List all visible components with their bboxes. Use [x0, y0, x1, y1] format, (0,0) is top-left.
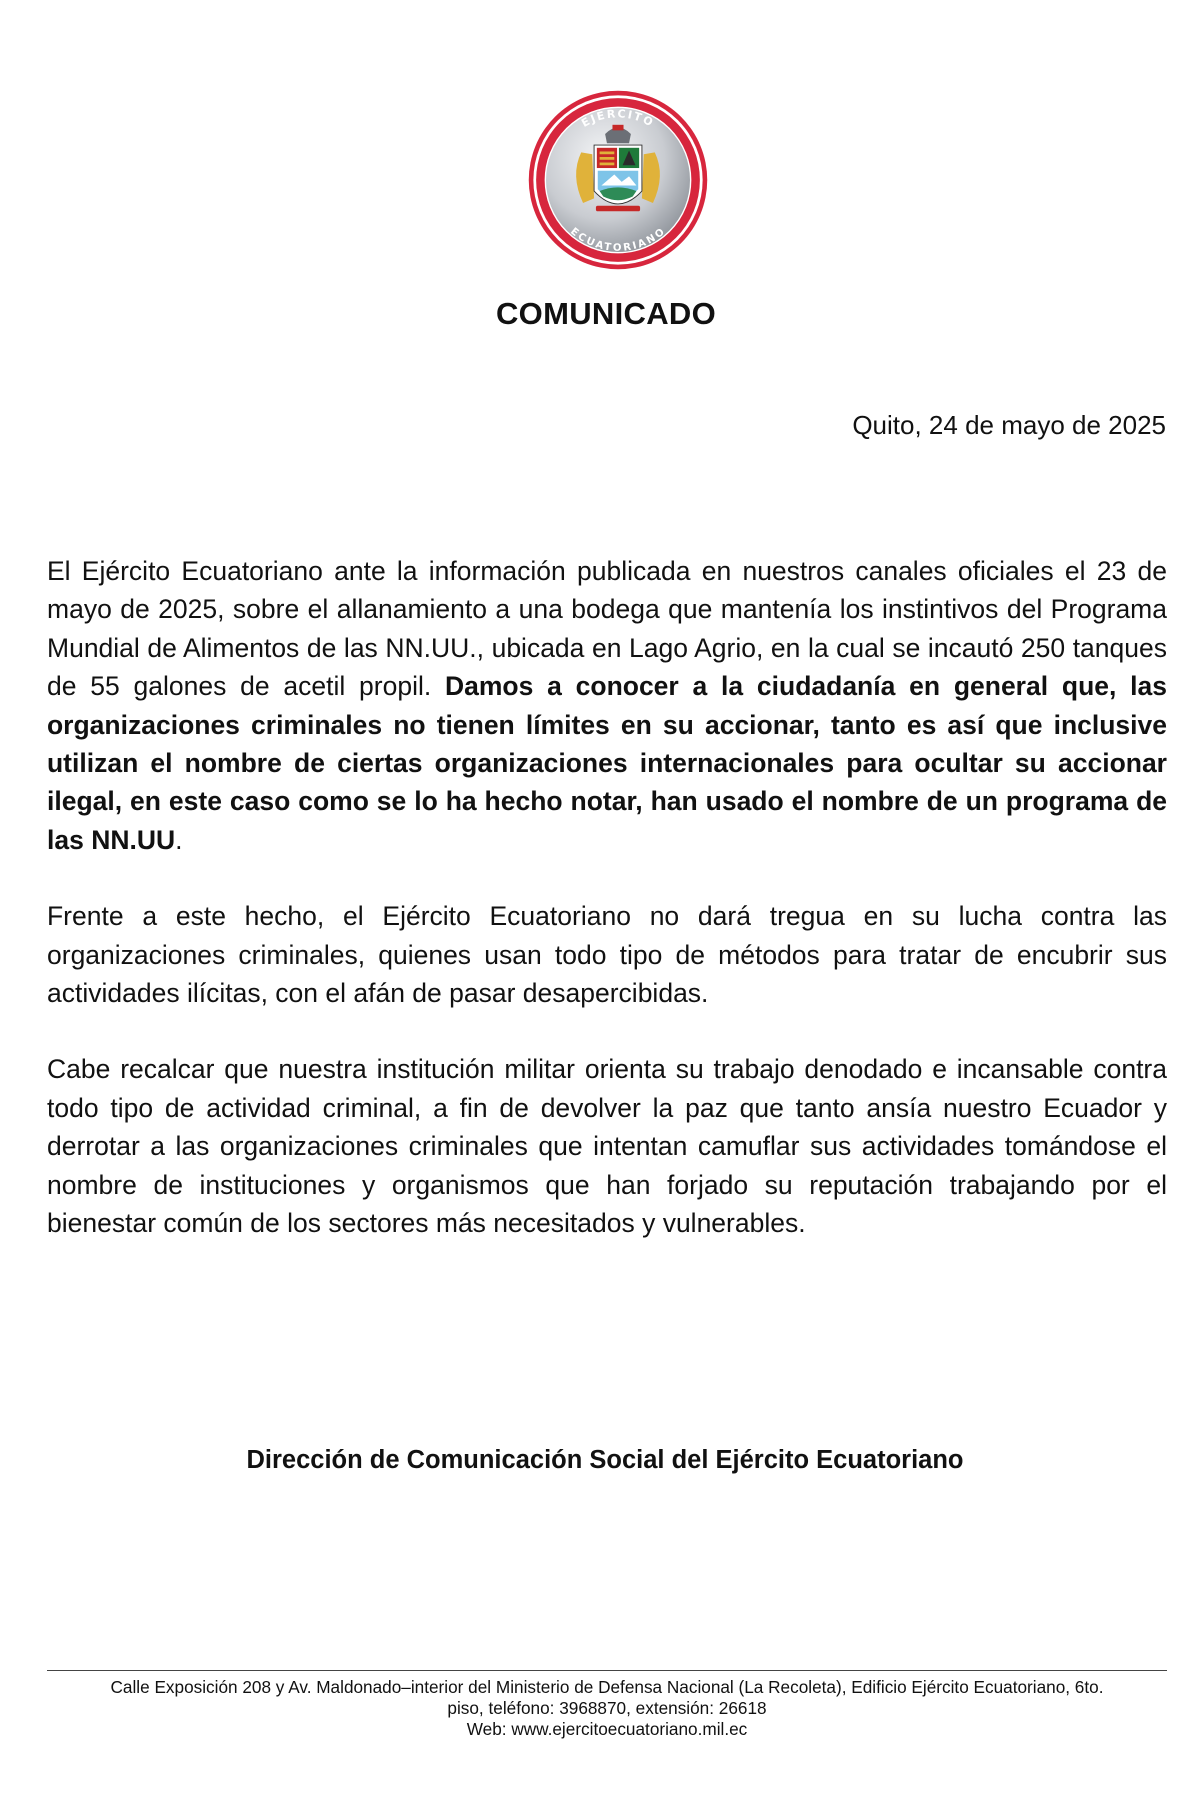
page-title: COMUNICADO: [496, 296, 716, 331]
army-seal-image: [526, 88, 710, 272]
signature-line: Dirección de Comunicación Social del Ejército Ecuatoriano: [246, 1446, 964, 1474]
paragraph-1: [47, 552, 1167, 859]
svg-text:EJÉRCITO: EJÉRCITO: [579, 107, 657, 130]
page-footer: [47, 1670, 1167, 1740]
army-seal-logo: [526, 88, 710, 272]
svg-text:ECUATORIANO: ECUATORIANO: [568, 226, 668, 254]
paragraph-1-end: .: [175, 824, 183, 855]
footer-web-link[interactable]: Web: www.ejercitoecuatoriano.mil.ec: [466, 1719, 748, 1739]
document-date: Quito, 24 de mayo de 2025: [852, 410, 1166, 440]
footer-phone: piso, teléfono: 3968870, extensión: 26618: [447, 1698, 767, 1718]
document-body: [47, 552, 1167, 1281]
paragraph-1-plain: El Ejército Ecuatoriano ante la información publicada en nuestros canales oficiales el 23 de mayo de 2025, sobre el allanamiento a una bodega que mantenía los instintivos del Programa Mundial de Alimentos de las NN.UU., ubicada en Lago Agrio, en la cual se incautó 250 tanques de 55 galones de acetil propil.: [47, 556, 1167, 702]
paragraph-3: Cabe recalcar que nuestra institución militar orienta su trabajo denodado e incansable contra todo tipo de actividad criminal, a fin de devolver la paz que tanto ansía nuestro Ecuador y derrotar a las organizaciones criminales que intentan camuflar sus actividades tomándose el nombre de instituciones y organismos que han forjado su reputación trabajando por el bienestar común de los sectores más necesitados y vulnerables.: [47, 1054, 1167, 1239]
footer-address: Calle Exposición 208 y Av. Maldonado–interior del Ministerio de Defensa Nacional (La Recoleta), Edificio Ejército Ecuatoriano, 6to.: [110, 1677, 1104, 1697]
paragraph-1-bold: Damos a conocer a la ciudadanía en general que, las organizaciones criminales no tienen límites en su accionar, tanto es así que inclusive utilizan el nombre de ciertas organizaciones internacionales para ocultar su accionar ilegal, en este caso como se lo ha hecho notar, han usado el nombre de un programa de las NN.UU: [47, 671, 1167, 855]
paragraph-2: Frente a este hecho, el Ejército Ecuatoriano no dará tregua en su lucha contra las organizaciones criminales, quienes usan todo tipo de métodos para tratar de encubrir sus actividades ilícitas, con el afán de pasar desapercibidas.: [47, 901, 1167, 1009]
